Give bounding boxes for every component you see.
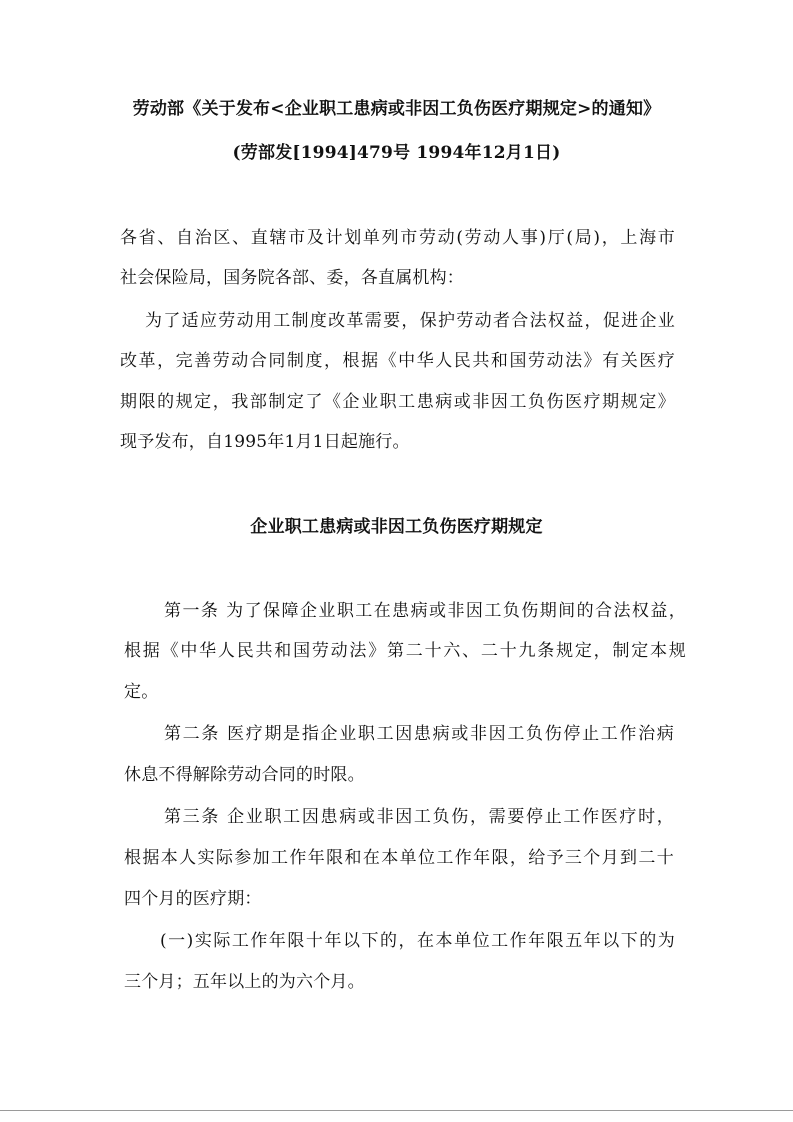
addressee-line: 各省、自治区、直辖市及计划单列市劳动(劳动人事)厅(局)，上海市 <box>120 228 675 248</box>
paragraph-line: 改革，完善劳动合同制度，根据《中华人民共和国劳动法》有关医疗 <box>120 351 675 371</box>
article-line: 定。 <box>124 682 159 702</box>
article-line: 根据本人实际参加工作年限和在本单位工作年限，给予三个月到二十 <box>124 848 674 868</box>
article-line: 第二条 医疗期是指企业职工因患病或非因工负伤停止工作治病 <box>164 724 674 744</box>
article-line: 休息不得解除劳动合同的时限。 <box>124 765 365 785</box>
document-subtitle: (劳部发[1994]479号 1994年12月1日) <box>232 143 561 163</box>
regulation-title: 企业职工患病或非因工负伤医疗期规定 <box>250 517 543 537</box>
list-item-line: (一)实际工作年限十年以下的，在本单位工作年限五年以下的为 <box>160 931 675 951</box>
article-line: 四个月的医疗期： <box>124 889 262 909</box>
page-bottom-divider <box>0 1110 793 1111</box>
article-line: 第一条 为了保障企业职工在患病或非因工负伤期间的合法权益， <box>164 601 686 621</box>
list-item-line: 三个月；五年以上的为六个月。 <box>124 972 365 992</box>
article-line: 第三条 企业职工因患病或非因工负伤，需要停止工作医疗时， <box>164 807 674 827</box>
addressee-line: 社会保险局，国务院各部、委，各直属机构： <box>120 268 464 288</box>
article-line: 根据《中华人民共和国劳动法》第二十六、二十九条规定，制定本规 <box>124 641 686 661</box>
paragraph-line: 期限的规定，我部制定了《企业职工患病或非因工负伤医疗期规定》 <box>120 392 675 412</box>
document-title: 劳动部《关于发布<企业职工患病或非因工负伤医疗期规定>的通知》 <box>132 99 661 119</box>
paragraph-line: 为了适应劳动用工制度改革需要，保护劳动者合法权益，促进企业 <box>145 311 675 331</box>
paragraph-line: 现予发布，自1995年1月1日起施行。 <box>120 432 410 452</box>
